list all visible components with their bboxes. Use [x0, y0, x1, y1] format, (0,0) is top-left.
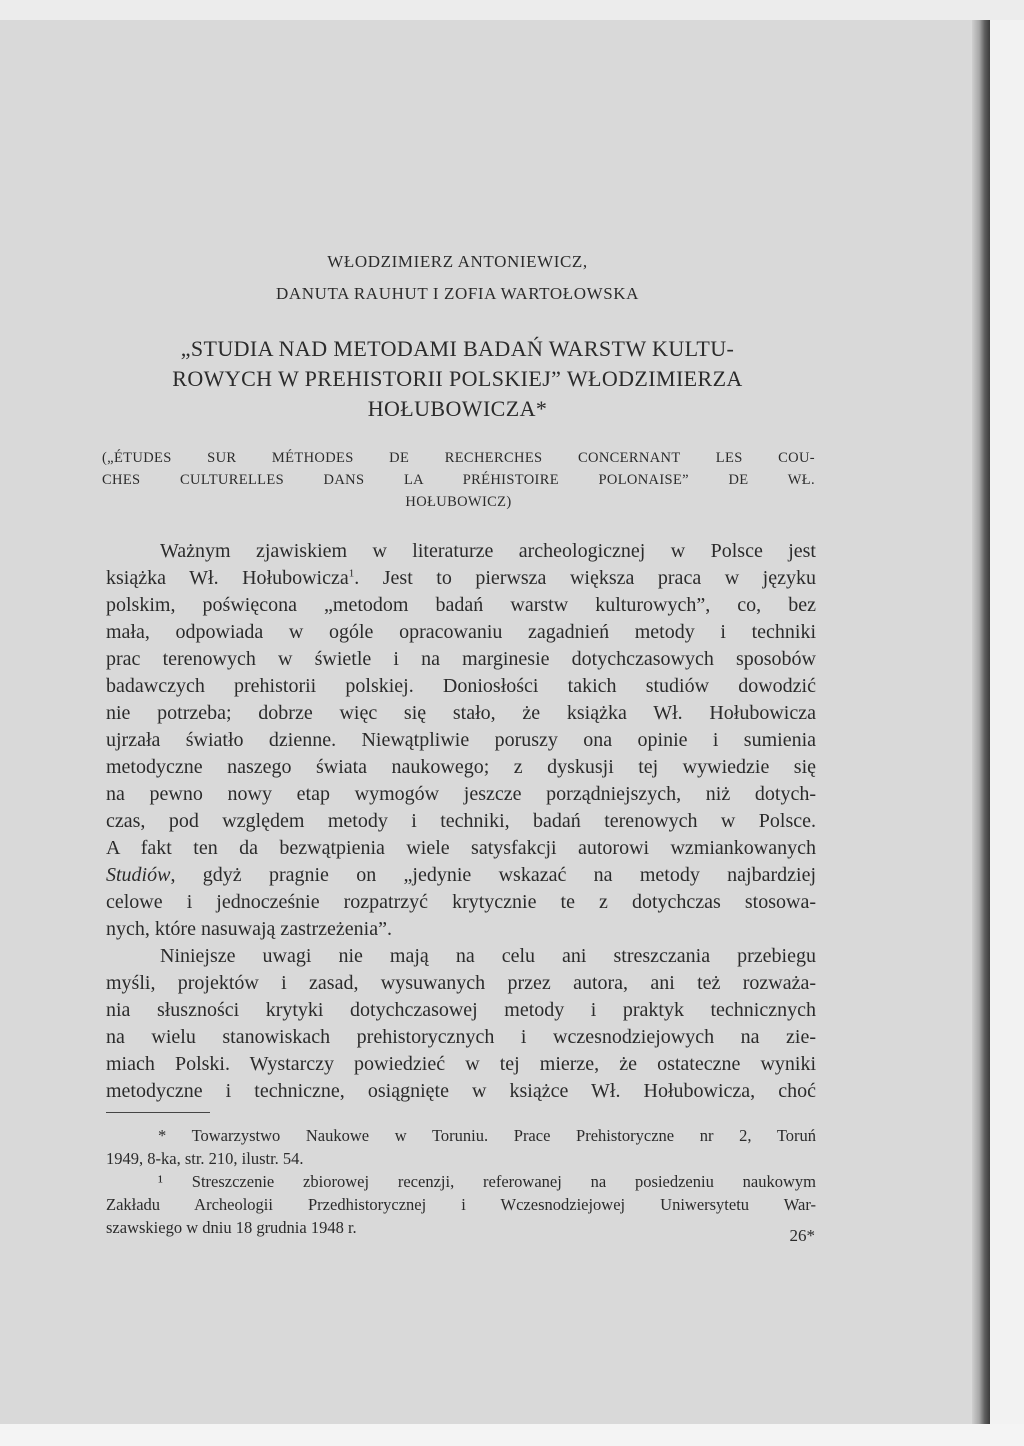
- body-p1-line-12: A fakt ten da bezwątpienia wiele satysfakcji autorowi wzmiankowanych: [106, 837, 816, 859]
- footnote-rule: [106, 1112, 210, 1113]
- footnote-ref-1: 1: [348, 567, 355, 580]
- body-p1-line-9: metodyczne naszego świata naukowego; z dyskusji tej wywiedzie się: [106, 756, 816, 778]
- title-line-2: ROWYCH W PREHISTORII POLSKIEJ” WŁODZIMIERZA: [172, 366, 743, 391]
- body-p1-line-15: nych, które nasuwają zastrzeżenia”.: [106, 918, 392, 940]
- footnote-1-line-2: Zakładu Archeologii Przedhistorycznej i Wczesnodziejowej Uniwersytetu War-: [106, 1195, 816, 1214]
- book-spine-shadow: [972, 20, 990, 1424]
- body-p2-line-5: miach Polski. Wystarczy powiedzieć w tej mierze, że ostateczne wyniki: [106, 1053, 816, 1075]
- body-text: książka Wł. Hołubowicza: [106, 567, 349, 589]
- body-p1-line-7: nie potrzeba; dobrze więc się stało, że książka Wł. Hołubowicza: [106, 702, 816, 724]
- page-number: 26*: [789, 1226, 815, 1245]
- footnote-1-line-3: szawskiego w dniu 18 grudnia 1948 r.: [106, 1218, 357, 1237]
- body-p1-line-1: Ważnym zjawiskiem w literaturze archeologicznej w Polsce jest: [160, 540, 816, 562]
- body-p1-line-4: mała, odpowiada w ogóle opracowaniu zagadnień metody i techniki: [106, 621, 816, 643]
- body-p1-line-13: [106, 864, 816, 887]
- body-p2-line-2: myśli, projektów i zasad, wysuwanych przez autora, ani też rozważa-: [106, 972, 816, 994]
- italic-title: Studiów: [106, 864, 171, 886]
- body-p2-line-4: na wielu stanowiskach prehistorycznych i wczesnodziejowych na zie-: [106, 1026, 816, 1048]
- page-margin-edge: [990, 20, 1024, 1424]
- subtitle-line-3: HOŁUBOWICZ): [405, 494, 512, 510]
- body-p2-line-6: metodyczne i techniczne, osiągnięte w książce Wł. Hołubowicza, choć: [106, 1080, 816, 1102]
- body-p1-line-11: czas, pod względem metody i techniki, badań terenowych w Polsce.: [106, 810, 816, 832]
- body-p1-line-2: [106, 567, 816, 590]
- title-line-1: „STUDIA NAD METODAMI BADAŃ WARSTW KULTU-: [180, 336, 735, 361]
- title-line-3: HOŁUBOWICZA*: [367, 396, 548, 421]
- body-p1-line-6: badawczych prehistorii polskiej. Doniosłości takich studiów dowodzić: [106, 675, 816, 697]
- subtitle-line-2: CHES CULTURELLES DANS LA PRÉHISTOIRE POLONAISE” DE WŁ.: [102, 472, 815, 488]
- bottom-margin: [0, 1424, 1024, 1446]
- body-p2-line-3: nia słuszności krytyki dotychczasowej metody i praktyk technicznych: [106, 999, 816, 1021]
- body-p1-line-8: ujrzała światło dzienne. Niewątpliwie poruszy ona opinie i sumienia: [106, 729, 816, 751]
- footnote-star-line-2: 1949, 8-ka, str. 210, ilustr. 54.: [106, 1149, 304, 1168]
- body-p1-line-5: prac terenowych w świetle i na marginesie dotychczasowych sposobów: [106, 648, 816, 670]
- body-text: . Jest to pierwsza większa praca w języku: [354, 567, 816, 589]
- body-p2-line-1: Niniejsze uwagi nie mają na celu ani streszczania przebiegu: [160, 945, 816, 967]
- body-p1-line-10: na pewno nowy etap wymogów jeszcze porządniejszych, niż dotych-: [106, 783, 816, 805]
- authors-line-2: DANUTA RAUHUT I ZOFIA WARTOŁOWSKA: [275, 284, 640, 303]
- footnote-star-line-1: * Towarzystwo Naukowe w Toruniu. Prace Prehistoryczne nr 2, Toruń: [158, 1126, 816, 1145]
- authors-line-1: WŁODZIMIERZ ANTONIEWICZ,: [327, 252, 588, 271]
- footnote-1-line-1: ¹ Streszczenie zbiorowej recenzji, referowanej na posiedzeniu naukowym: [158, 1172, 816, 1191]
- body-text: , gdyż pragnie on „jedynie wskazać na metody najbardziej: [170, 864, 816, 886]
- subtitle-line-1: („ÉTUDES SUR MÉTHODES DE RECHERCHES CONCERNANT LES COU-: [102, 450, 815, 466]
- body-p1-line-14: celowe i jednocześnie rozpatrzyć krytycznie te z dotychczas stosowa-: [106, 891, 816, 913]
- body-p1-line-3: polskim, poświęcona „metodom badań warstw kulturowych”, co, bez: [106, 594, 816, 616]
